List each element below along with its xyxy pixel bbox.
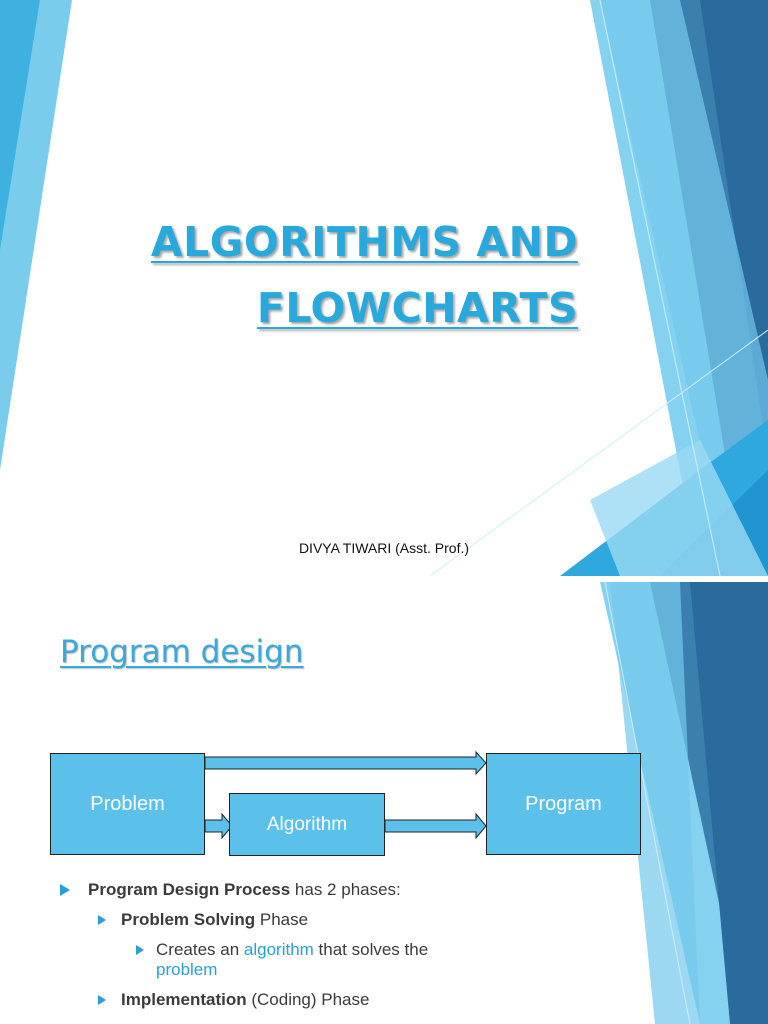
algorithm-highlight: algorithm	[243, 940, 314, 959]
program-design-slide	[0, 582, 768, 1024]
problem-highlight: problem	[156, 960, 218, 979]
algorithm-to-program-arrow	[385, 814, 486, 838]
bullet-arrow-icon	[136, 945, 144, 955]
bullet-arrow-icon	[60, 884, 70, 896]
bullet-arrow-icon	[98, 995, 106, 1005]
bullet-text: that solves the	[313, 940, 429, 959]
bullet-bold-text: Program Design Process	[88, 880, 291, 899]
bullet-bold-text: Problem Solving	[121, 910, 256, 929]
bullet-text: has 2 phases:	[290, 880, 401, 899]
title-line-1: ALGORITHMS AND	[150, 218, 578, 266]
slide2-title: Program design	[60, 634, 304, 670]
algorithm-box: Algorithm	[229, 793, 385, 856]
problem-to-algorithm-arrow	[205, 814, 232, 838]
problem-box: Problem	[50, 753, 205, 855]
bullet-level2-problem-solving	[121, 910, 308, 930]
bullet-level2-implementation	[121, 990, 369, 1010]
bullet-arrow-icon	[98, 915, 106, 925]
program-box: Program	[486, 753, 641, 855]
bullet-text: (Coding) Phase	[246, 990, 370, 1009]
bullet-level3-continuation	[156, 960, 217, 980]
title-line-2: FLOWCHARTS	[256, 284, 578, 332]
bullet-text: Phase	[255, 910, 309, 929]
problem-to-program-arrow	[205, 752, 486, 774]
bullet-level1	[88, 880, 401, 900]
bullet-level3-algorithm	[156, 940, 428, 960]
bullet-bold-text: Implementation	[121, 990, 247, 1009]
bullet-text: Creates an	[156, 940, 244, 959]
author-credit: DIVYA TIWARI (Asst. Prof.)	[298, 540, 470, 556]
